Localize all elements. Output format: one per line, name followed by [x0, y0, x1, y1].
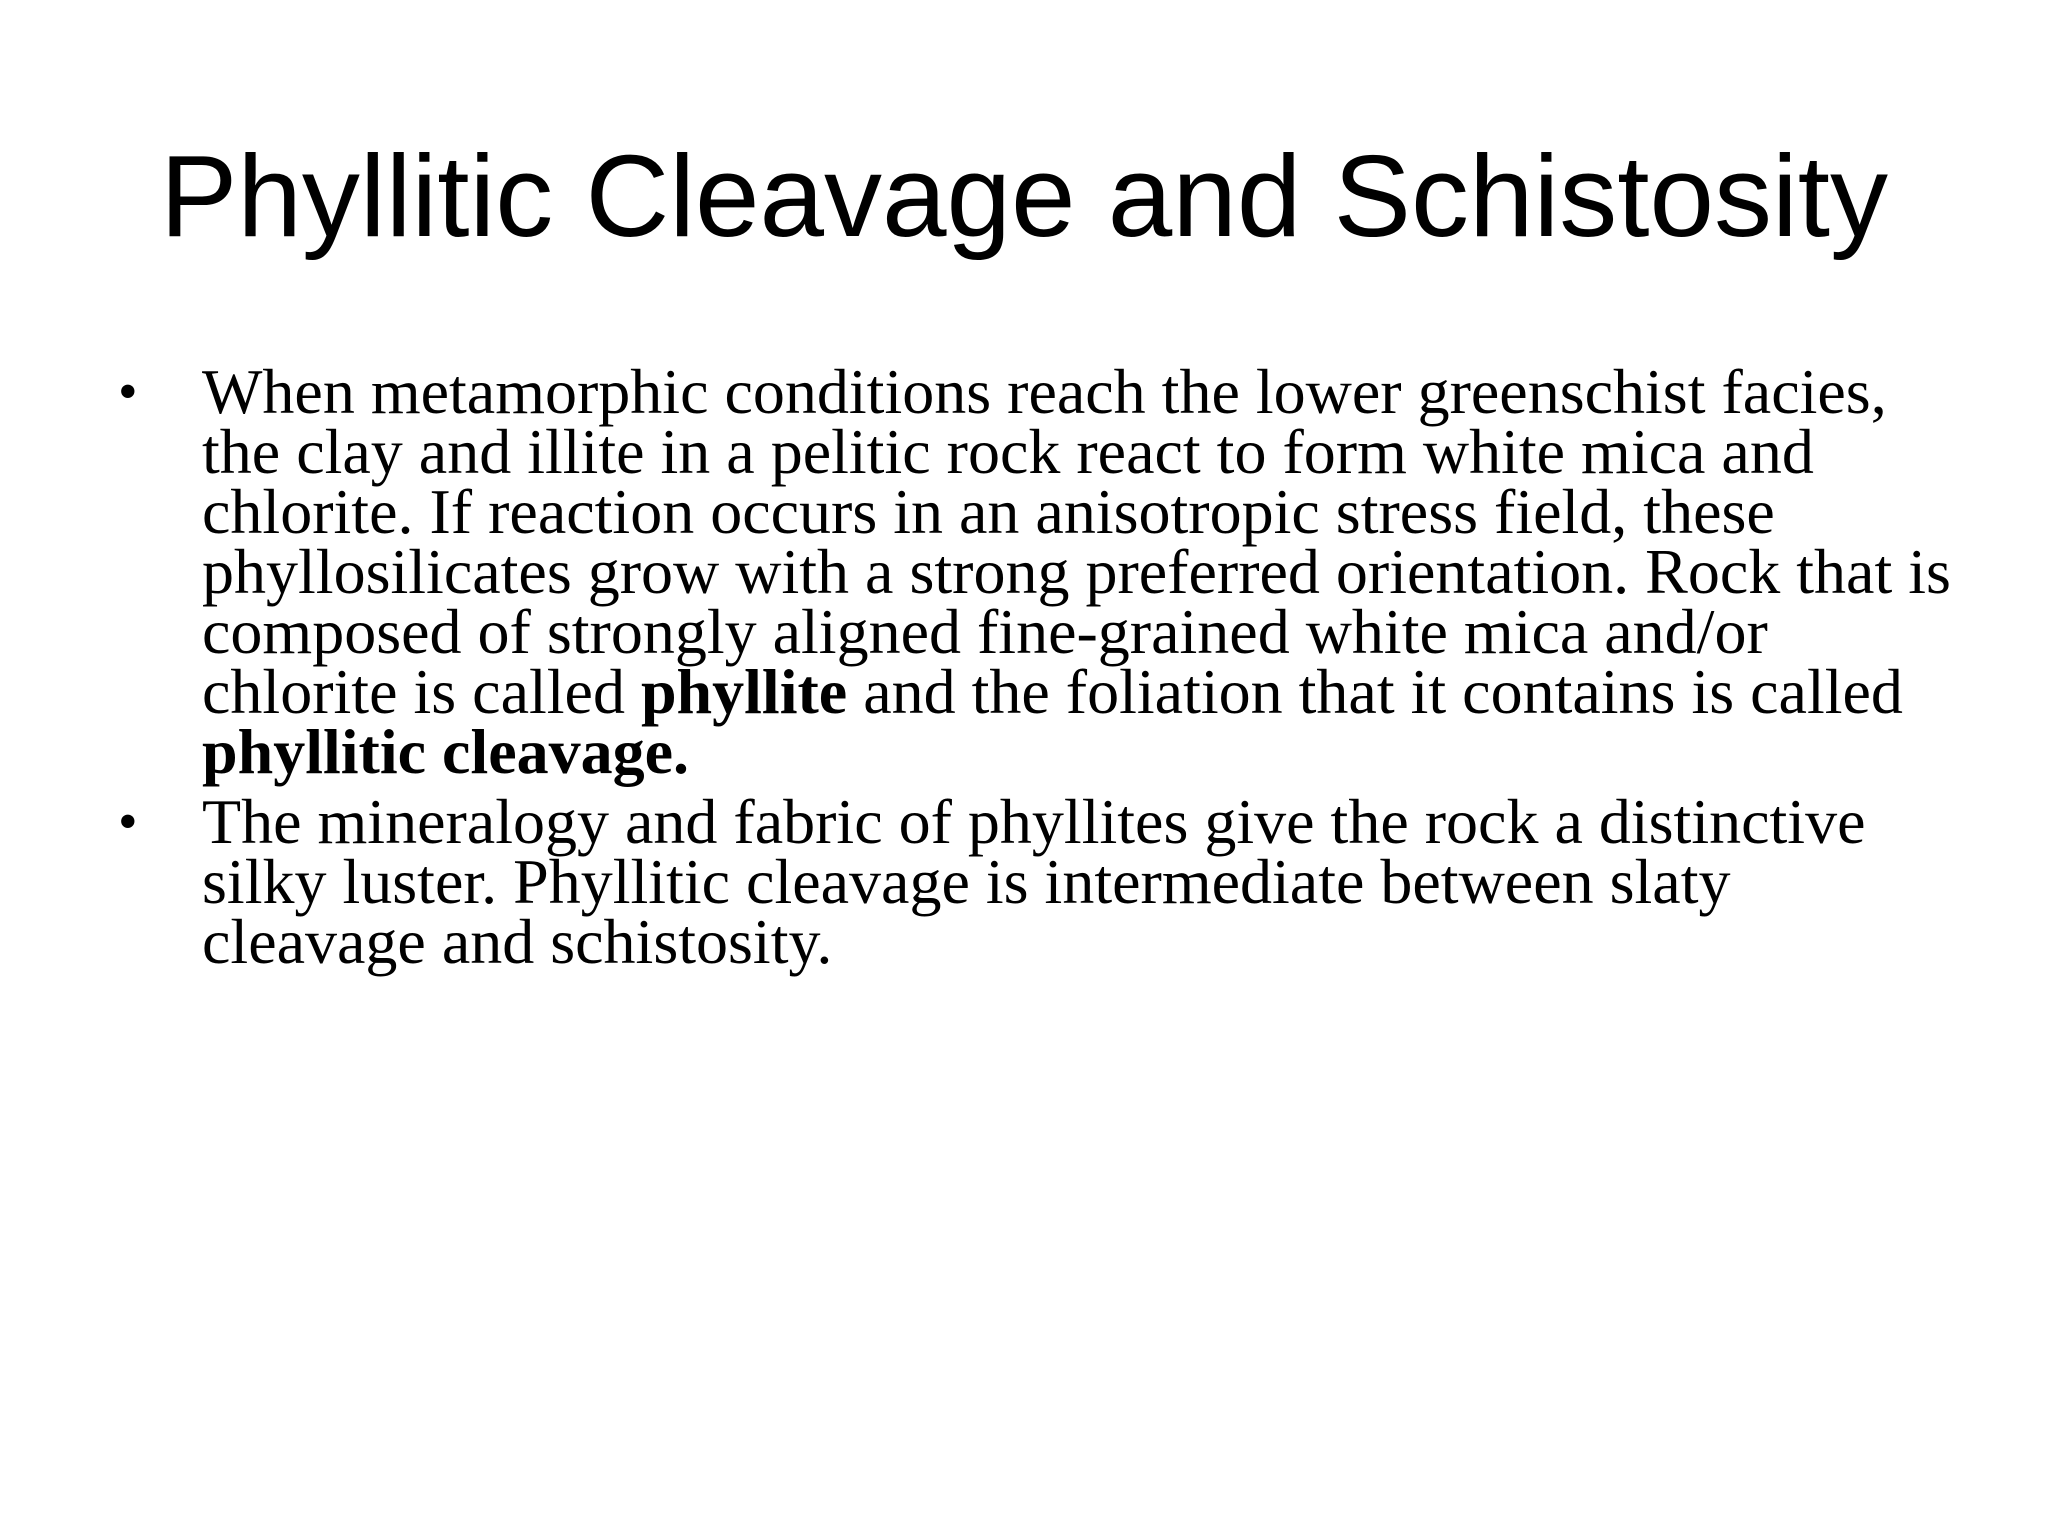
bullet-dot-icon: • [118, 791, 138, 853]
bullet-2-line-1: The mineralogy and fabric of phyllites give the rock a distinctive [202, 786, 1866, 857]
line-6-prefix: chlorite is called [202, 656, 641, 727]
term-phyllitic-cleavage: phyllitic cleavage. [202, 716, 690, 787]
bullet-1-line-7 [202, 716, 1988, 787]
bullet-1-line-1: When metamorphic conditions reach the lower greenschist facies, [202, 356, 1887, 427]
bullet-list [108, 356, 1988, 982]
bullet-item-phyllite [108, 356, 1988, 787]
term-phyllite: phyllite [640, 656, 848, 727]
bullet-2-line-3: cleavage and schistosity. [202, 906, 833, 977]
bullet-dot-icon: • [118, 361, 138, 423]
bullet-1-line-5: composed of strongly aligned fine-grained white mica and/or [202, 596, 1768, 667]
bullet-2-line-2: silky luster. Phyllitic cleavage is intermediate between slaty [202, 846, 1731, 917]
bullet-item-mineralogy [108, 786, 1988, 977]
bullet-1-line-6 [202, 656, 1988, 727]
line-6-suffix: and the foliation that it contains is called [847, 656, 1903, 727]
bullet-1-line-3: chlorite. If reaction occurs in an anisotropic stress field, these [202, 476, 1775, 547]
bullet-1-line-4: phyllosilicates grow with a strong preferred orientation. Rock that is [202, 536, 1951, 607]
bullet-1-line-2: the clay and illite in a pelitic rock react to form white mica and [202, 416, 1814, 487]
slide-title: Phyllitic Cleavage and Schistosity [160, 131, 1888, 261]
